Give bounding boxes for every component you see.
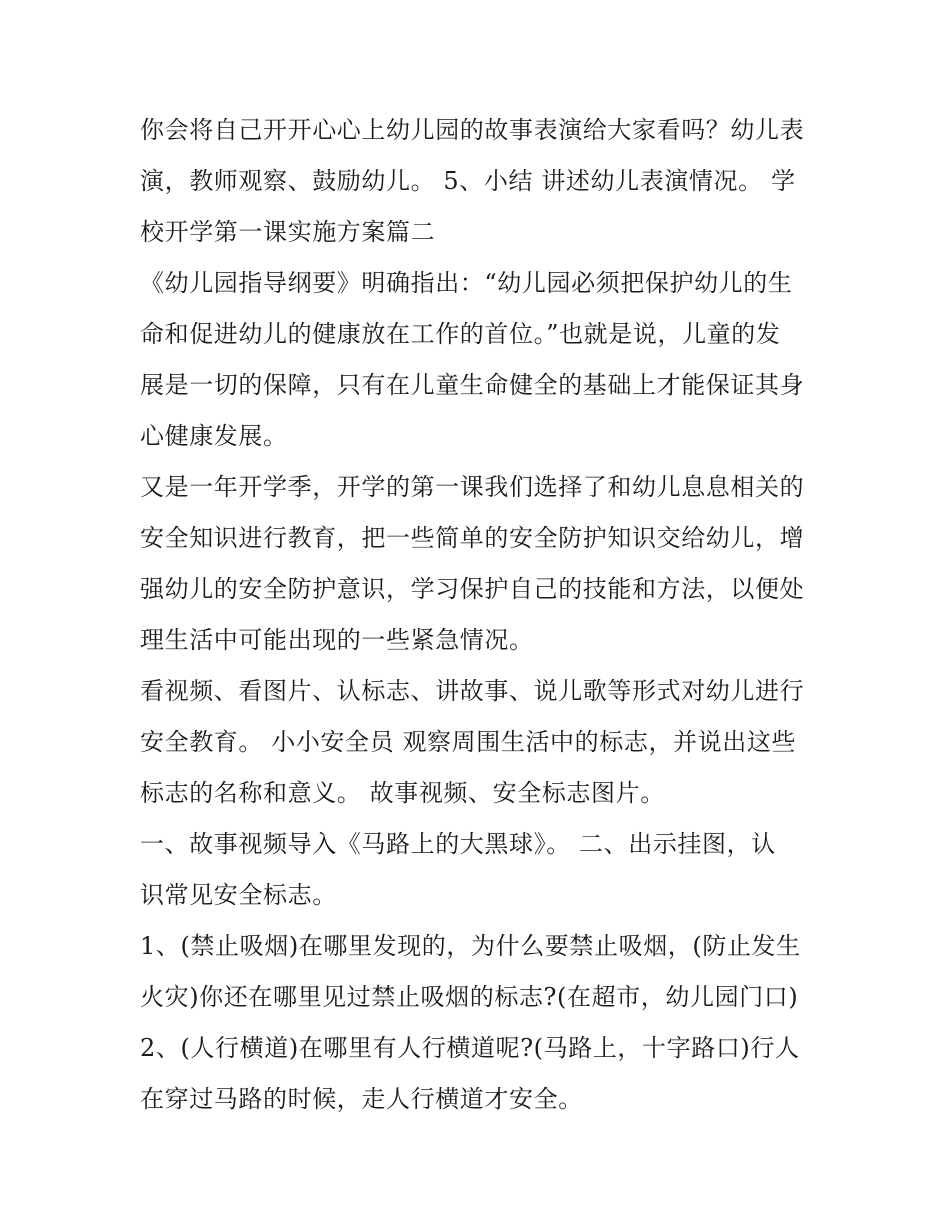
text-line: 又是一年开学季，开学的第一课我们选择了和幼儿息息相关的 [140,473,805,501]
text-line: 2、(人行横道)在哪里有人行横道呢?(马路上，十字路口)行人 [140,1034,800,1062]
text-line: 1、(禁止吸烟)在哪里发现的，为什么要禁止吸烟，(防止发生 [140,932,801,960]
paragraph-4 [140,666,812,819]
text-line: 演，教师观察、鼓励幼儿。 5、小结 讲述幼儿表演情况。 学 [140,167,796,195]
text-line: 看视频、看图片、认标志、讲故事、说儿歌等形式对幼儿进行 [140,677,805,705]
text-line: 在穿过马路的时候，走人行横道才安全。 [140,1085,583,1113]
text-line: 心健康发展。 [140,422,288,450]
text-line: 《幼儿园指导纲要》明确指出：“幼儿园必须把保护幼儿的生 [140,269,793,297]
paragraph-5 [140,819,812,921]
text-line: 一、故事视频导入《马路上的大黑球》。 二、出示挂图，认 [140,830,776,858]
text-line: 你会将自己开开心心上幼儿园的故事表演给大家看吗？幼儿表 [140,116,805,144]
text-line: 安全知识进行教育，把一些简单的安全防护知识交给幼儿，增 [140,524,805,552]
text-line: 展是一切的保障，只有在儿童生命健全的基础上才能保证其身 [140,371,805,399]
document-body [140,105,812,1125]
text-line: 火灾)你还在哪里见过禁止吸烟的标志?(在超市，幼儿园门口) [140,983,799,1011]
text-line: 标志的名称和意义。 故事视频、安全标志图片。 [140,779,665,807]
text-line: 安全教育。 小小安全员 观察周围生活中的标志，并说出这些 [140,728,797,756]
paragraph-7 [140,1023,812,1125]
text-line: 理生活中可能出现的一些紧急情况。 [140,626,534,654]
paragraph-2 [140,258,812,462]
text-line: 命和促进幼儿的健康放在工作的首位。”也就是说，儿童的发 [140,320,781,348]
text-line: 强幼儿的安全防护意识，学习保护自己的技能和方法，以便处 [140,575,805,603]
paragraph-6 [140,921,812,1023]
text-line: 校开学第一课实施方案篇二 [140,218,436,246]
text-line: 识常见安全标志。 [140,881,337,909]
paragraph-3 [140,462,812,666]
paragraph-1 [140,105,812,258]
